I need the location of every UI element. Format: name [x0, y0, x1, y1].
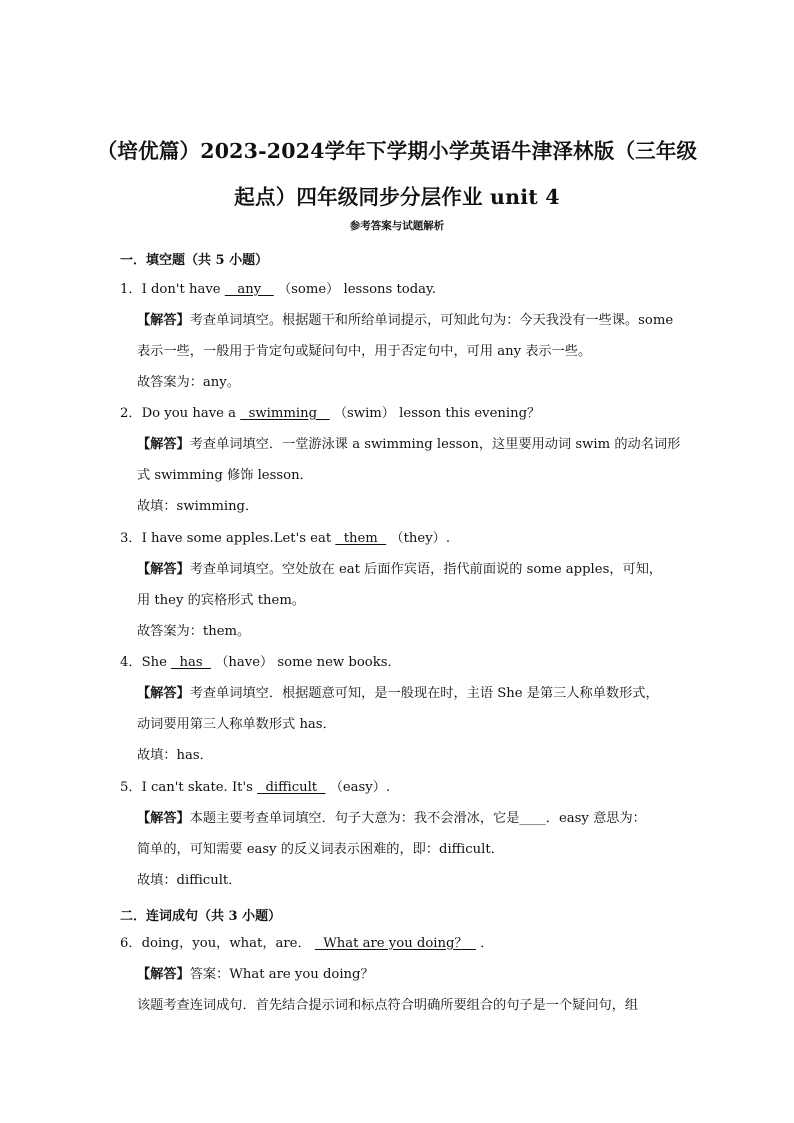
question-4 — [120, 656, 401, 669]
section-heading-sentence-building: 二．连词成句（共 3 小题） — [120, 909, 282, 924]
answer-explanation-line — [137, 438, 680, 451]
answer-tag: 【解答】 — [137, 686, 190, 701]
answer-explanation-line — [137, 812, 646, 825]
answer-explanation-line — [137, 968, 374, 981]
final-answer: 故填：has． — [137, 748, 213, 763]
document-subtitle: 参考答案与试题解析 — [349, 220, 445, 232]
question-text: 1．I don't have — [120, 282, 225, 297]
question-5 — [120, 781, 390, 794]
answer-tag: 【解答】 — [137, 562, 190, 577]
question-1 — [120, 283, 436, 296]
answer-explanation-line — [137, 687, 659, 700]
question-text: （easy）. — [329, 780, 391, 795]
question-text: （swim） lesson this evening？ — [333, 406, 541, 421]
section-heading-fill-blank: 一．填空题（共 5 小题） — [120, 253, 269, 268]
question-3 — [120, 532, 450, 545]
explanation-text: 考查单词填空。根据题干和所给单词提示，可知此句为：今天我没有一些课。some — [189, 313, 674, 328]
explanation-text: 考查单词填空．根据题意可知，是一般现在时，主语 She 是第三人称单数形式， — [189, 686, 659, 701]
final-answer: 故答案为：them。 — [137, 624, 251, 639]
final-answer: 故填：swimming． — [137, 499, 259, 514]
final-answer: 故答案为：any。 — [137, 375, 240, 390]
answer-tag: 【解答】 — [137, 967, 190, 982]
explanation-text: 该题考查连词成句．首先结合提示词和标点符合明确所要组合的句子是一个疑问句，组 — [137, 998, 639, 1013]
question-text: ． — [480, 936, 494, 951]
answer-tag: 【解答】 — [137, 811, 190, 826]
answer-explanation-line — [137, 563, 662, 576]
explanation-text: 考查单词填空．一堂游泳课 a swimming lesson，这里要用动词 swim 的动名词形 — [189, 437, 681, 452]
question-text: （some） lessons today. — [277, 282, 436, 297]
answer-blank: What are you doing？ — [314, 936, 476, 951]
answer-tag: 【解答】 — [137, 437, 190, 452]
question-text: 4．She — [120, 655, 167, 670]
explanation-text: 本题主要考查单词填空．句子大意为：我不会滑冰，它是____．easy 意思为： — [189, 811, 646, 826]
explanation-text: 简单的，可知需要 easy 的反义词表示困难的，即：difficult． — [137, 842, 504, 857]
document-title-line-1: （培优篇）2023-2024学年下学期小学英语牛津泽林版（三年级 — [96, 139, 698, 163]
answer-blank: difficult — [257, 780, 326, 795]
explanation-text: 表示一些，一般用于肯定句或疑问句中，用于否定句中，可用 any 表示一些。 — [137, 344, 592, 359]
final-answer: 故填：difficult． — [137, 873, 242, 888]
question-text: 3．I have some apples.Let's eat — [120, 531, 336, 546]
question-text: 5．I can't skate. It's — [120, 780, 253, 795]
answer-blank: any — [224, 282, 274, 297]
question-text: （they）. — [390, 531, 451, 546]
explanation-text: 答案：What are you doing？ — [189, 967, 374, 982]
question-text: 6．doing，you，what，are． — [120, 936, 315, 951]
answer-blank: has — [171, 655, 212, 670]
answer-tag: 【解答】 — [137, 313, 190, 328]
question-text: 2．Do you have a — [120, 406, 241, 421]
explanation-text: 动词要用第三人称单数形式 has． — [137, 717, 336, 732]
answer-blank: swimming — [240, 406, 330, 421]
answer-blank: them — [335, 531, 387, 546]
question-6 — [120, 937, 493, 950]
explanation-text: 式 swimming 修饰 lesson． — [137, 468, 313, 483]
question-text: （have） some new books． — [215, 655, 401, 670]
explanation-text: 考查单词填空。空处放在 eat 后面作宾语，指代前面说的 some apples，可知， — [189, 562, 663, 577]
document-title-line-2: 起点）四年级同步分层作业 unit 4 — [234, 185, 560, 209]
question-2 — [120, 407, 540, 420]
answer-explanation-line — [137, 314, 673, 327]
explanation-text: 用 they 的宾格形式 them。 — [137, 593, 306, 608]
